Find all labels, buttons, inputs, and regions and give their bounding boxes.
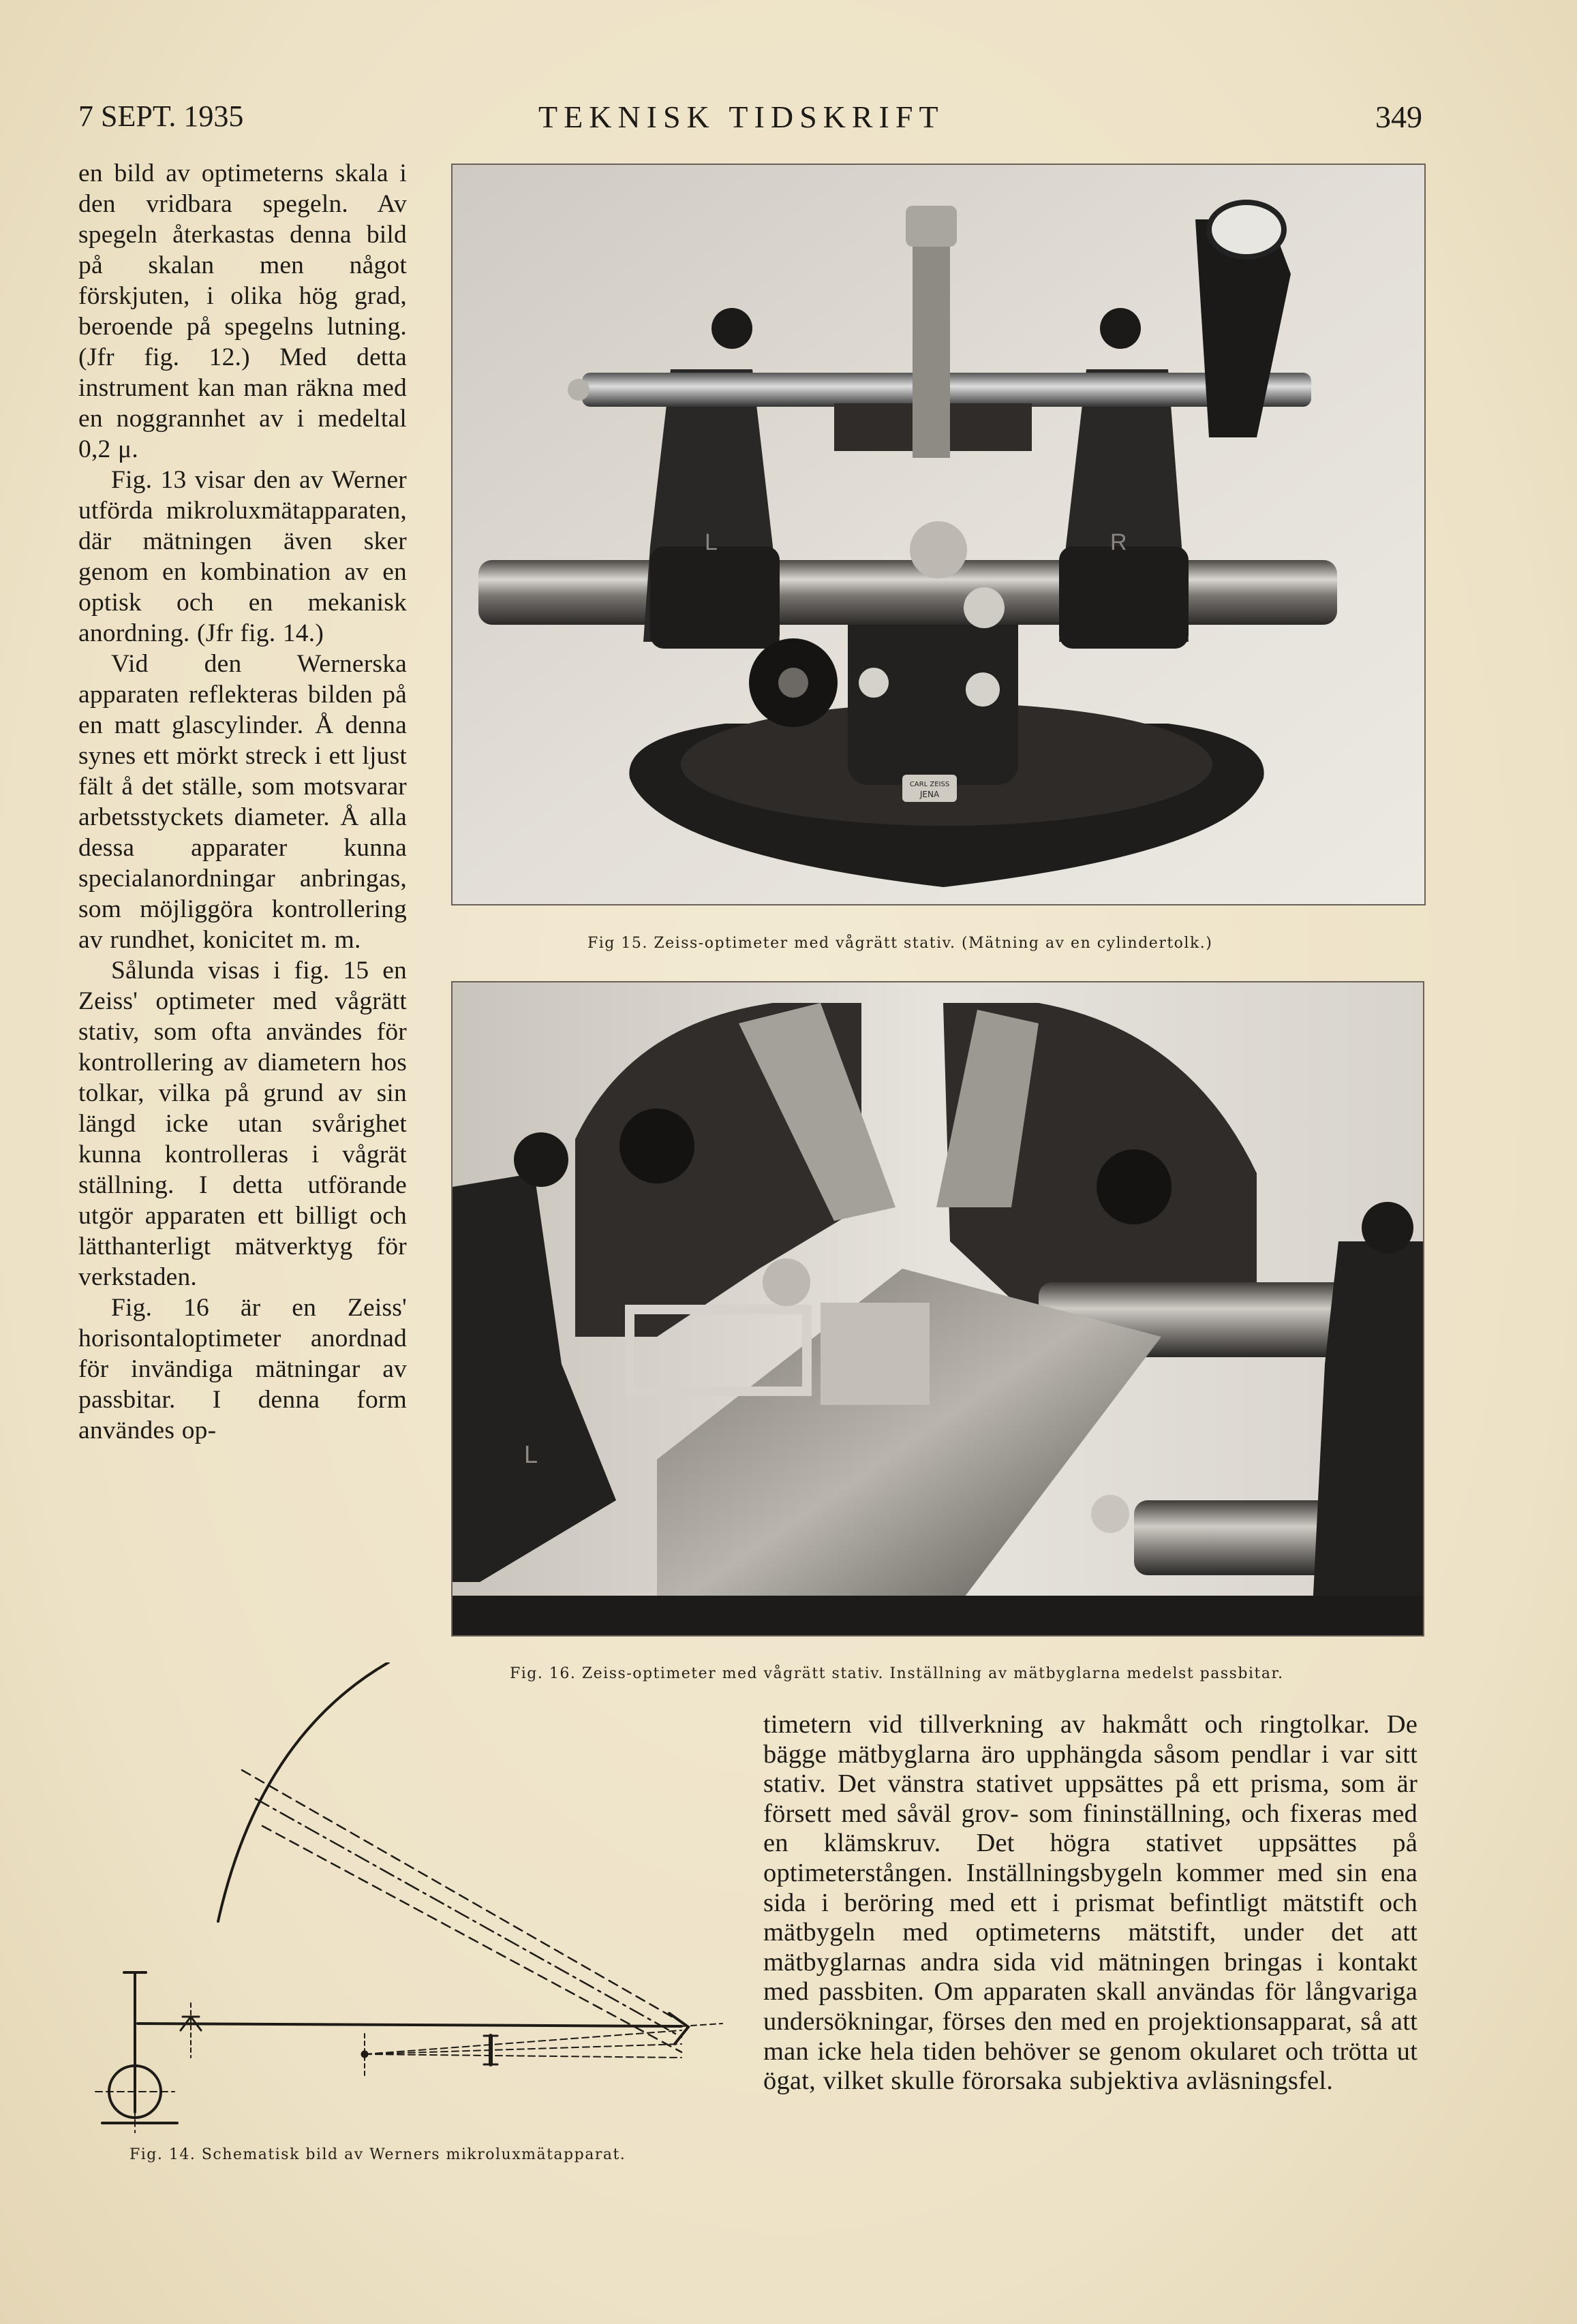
- stand-label-right: R: [1110, 529, 1127, 555]
- paragraph: Fig. 16 är en Zeiss' horisontaloptimeter anordnad för invändiga mätningar av passbitar. I denna form användes op-: [78, 1294, 407, 1444]
- journal-title: TEKNISK TIDSKRIFT: [538, 99, 945, 134]
- fig15-photo: [451, 164, 1426, 905]
- fig16-photo: [451, 981, 1424, 1637]
- stand-label-left: L: [524, 1440, 538, 1468]
- fig16-caption: Fig. 16. Zeiss-optimeter med vågrätt stativ. Inställning av mätbyglarna medelst passbitar.: [510, 1665, 1284, 1682]
- fig14-diagram: [82, 1662, 736, 2139]
- paragraph: Sålunda visas i fig. 15 en Zeiss' optimeter med vågrätt stativ, som ofta användes för kontrollering av diametern hos tolkar, vilka på grund av sin längd icke utan svårighet kunna kontrolleras i vågrät ställning. I detta utförande utgör apparaten ett billigt och lätthanterligt mätverktyg för verkstaden.: [78, 957, 407, 1291]
- fig14-caption: Fig. 14. Schematisk bild av Werners mikroluxmätapparat.: [129, 2146, 626, 2163]
- page-number: 349: [1375, 99, 1422, 134]
- fig15-caption: Fig 15. Zeiss-optimeter med vågrätt stativ. (Mätning av en cylindertolk.): [587, 935, 1213, 952]
- badge-line-1: CARL ZEISS: [909, 781, 950, 788]
- paragraph: timetern vid tillverkning av hakmått och ringtolkar. De bägge mätbyglarna äro upphängda såsom pendlar i var sitt stativ. Det vänstra stativet uppsättes på ett prisma, som är försett med såväl grov- som fininställning, och fixeras med en klämskruv. Det högra stativet uppsättes på optimeterstången. Inställningsbygeln kommer med sin ena sida i beröring med ett i prismat befintligt mätstift och mätbygeln med optimeterns mätstift, under det att mätbyglarnas andra sida vid mätningen bringas i kontakt med passbiten. Om apparaten skall användas för långvariga undersökningar, förses den med en projektionsapparat, så att man icke hela tiden behöver se genom okularet och trötta ut ögat, vilket skulle förorsaka subjektiva avläsningsfel.: [763, 1710, 1418, 2096]
- paragraph: Fig. 13 visar den av Werner utförda mikroluxmätapparaten, där mätningen även sker genom en kombination av en optisk och en mekanisk anordning. (Jfr fig. 14.): [78, 466, 407, 647]
- right-column-text: [763, 1710, 1418, 2096]
- stand-label-left: L: [705, 529, 718, 555]
- paragraph: en bild av optimeterns skala i den vridbara spegeln. Av spegeln återkastas denna bild på skalan men något förskjuten, i olika hög grad, beroende på spegelns lutning. (Jfr fig. 12.) Med detta instrument kan man räkna med en noggrannhet av i medeltal 0,2 μ.: [78, 159, 407, 463]
- header-date: 7 SEPT. 1935: [78, 99, 244, 133]
- left-column-text: [78, 158, 407, 1446]
- badge-line-2: JENA: [919, 790, 940, 799]
- paragraph: Vid den Wernerska apparaten reflekteras bilden på en matt glascylinder. Å denna synes ett mörkt streck i ett ljust fält å det ställe, som motsvarar arbetsstyckets diameter. Å alla dessa apparater kunna specialanordningar anbringas, som möjliggöra kontrollering av rundhet, konicitet m. m.: [78, 650, 407, 954]
